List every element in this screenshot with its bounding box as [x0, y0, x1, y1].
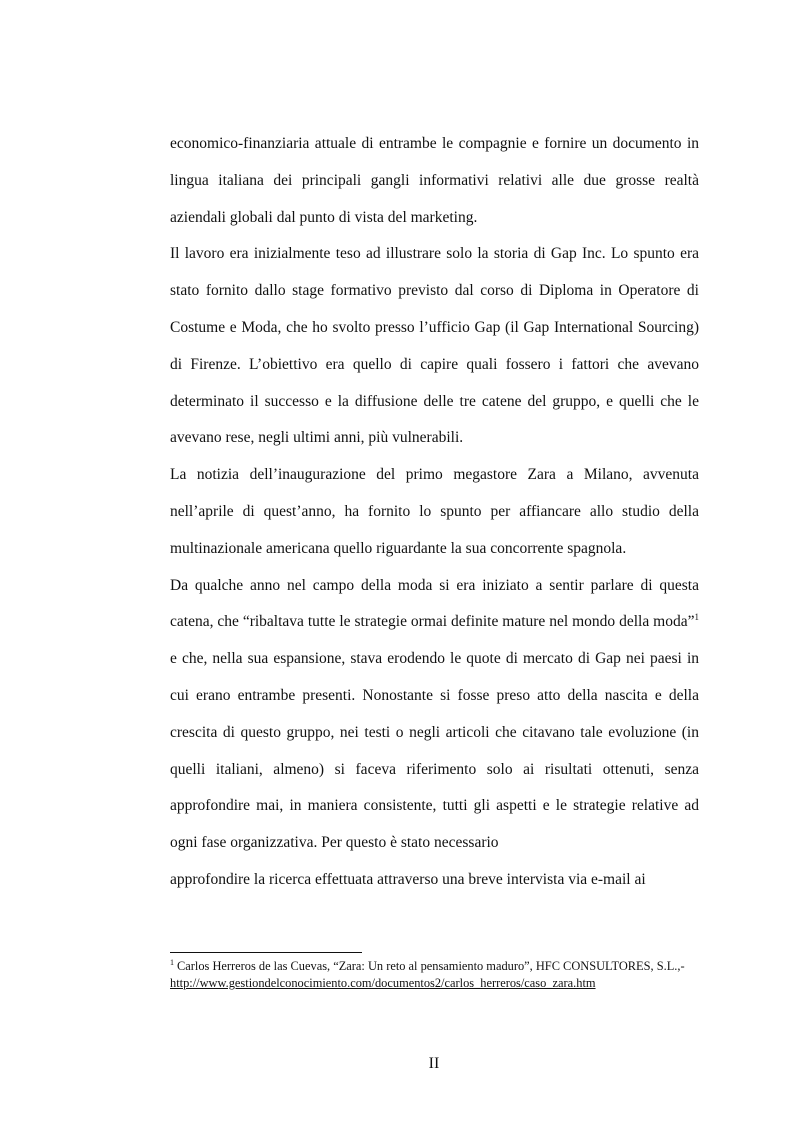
footnote — [170, 958, 705, 992]
footnote-text: Carlos Herreros de las Cuevas, “Zara: Un reto al pensamiento maduro”, HFC CONSULTORES, S.L.,- — [177, 959, 685, 973]
footnote-separator — [170, 952, 362, 953]
paragraph-4-text-before-note: Da qualche anno nel campo della moda si era iniziato a sentir parlare di questa catena, che “ribaltava tutte le strategie ormai definite mature nel mondo della moda” — [170, 576, 699, 631]
footnote-reference[interactable]: 1 — [694, 612, 699, 623]
page-number: II — [428, 1055, 440, 1072]
paragraph-2: Il lavoro era inizialmente teso ad illustrare solo la storia di Gap Inc. Lo spunto era stato fornito dallo stage formativo previsto dal corso di Diploma in Operatore di Costume e Moda, che ho svolto presso l’ufficio Gap (il Gap International Sourcing) di Firenze. L’obiettivo era quello di capire quali fossero i fattori che avevano determinato il successo e la diffusione delle tre catene del gruppo, e quelli che le avevano rese, negli ultimi anni, più vulnerabili. — [170, 245, 699, 447]
paragraph-4-text-after-note: e che, nella sua espansione, stava erodendo le quote di mercato di Gap nei paesi in cui erano entrambe presenti. Nonostante si fosse preso atto della nascita e della crescita di questo gruppo, nei testi o negli articoli che citavano tale evoluzione (in quelli italiani, almeno) si faceva riferimento solo ai risultati ottenuti, senza approfondire mai, in maniera consistente, tutti gli aspetti e le strategie relative ad ogni fase organizzativa. Per questo è stato necessario — [170, 650, 699, 852]
footnote-link[interactable]: http://www.gestiondelconocimiento.com/documentos2/carlos_herreros/caso_zara.htm — [170, 976, 596, 990]
paragraph-4-last-line: approfondire la ricerca effettuata attraverso una breve intervista via e-mail ai — [170, 870, 646, 888]
main-text-body — [170, 126, 699, 899]
paragraph-1: economico-finanziaria attuale di entrambe le compagnie e fornire un documento in lingua italiana dei principali gangli informativi relativi alle due grosse realtà aziendali globali dal punto di vista del marketing. — [170, 135, 699, 226]
paragraph-3: La notizia dell’inaugurazione del primo megastore Zara a Milano, avvenuta nell’aprile di quest’anno, ha fornito lo spunto per affiancare allo studio della multinazionale americana quello riguardante la sua concorrente spagnola. — [170, 466, 699, 557]
footnote-number: 1 — [170, 958, 174, 967]
paragraph-4 — [170, 568, 699, 862]
